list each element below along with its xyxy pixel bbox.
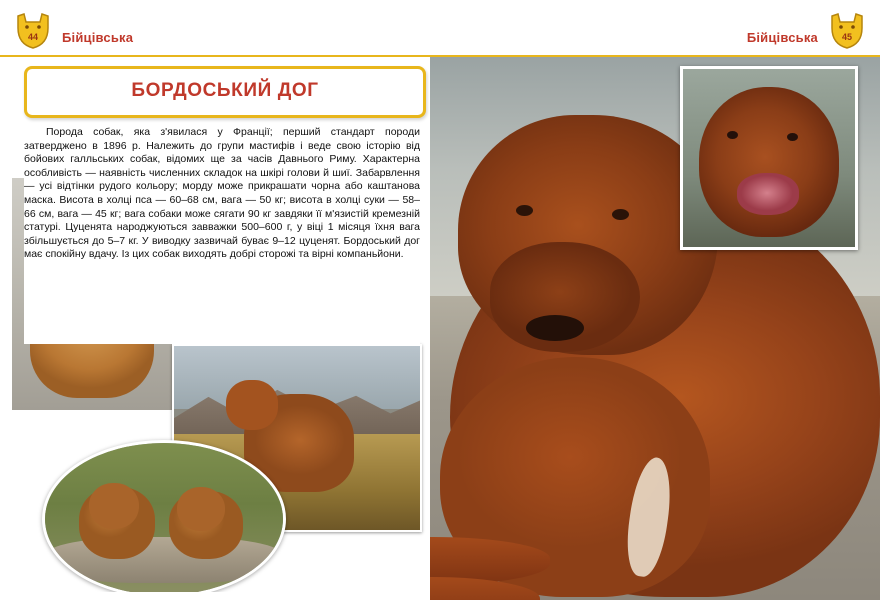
inset-dog-eye-left [727, 131, 738, 139]
dog-head-icon [12, 10, 54, 52]
page-header [0, 0, 880, 56]
article-title-plate [24, 66, 426, 118]
page-number-right: 45 [841, 32, 852, 42]
page-badge-right [826, 10, 868, 52]
header-section-right: Бійцівська [746, 30, 818, 45]
puppy-one-head [89, 483, 139, 529]
dog-eye-right [612, 209, 629, 220]
page-badge-left [12, 10, 54, 52]
dog-eye-left [516, 205, 533, 216]
puppy-two-head [177, 487, 225, 531]
inset-photo [680, 66, 858, 250]
header-divider [0, 55, 880, 57]
dog-head-icon [826, 10, 868, 52]
article-body [24, 122, 420, 344]
inset-dog-mouth [737, 173, 799, 215]
page-title: БОРДОСЬКИЙ ДОГ [131, 80, 319, 101]
inset-dog-eye-right [787, 133, 798, 141]
article-body-text: Порода собак, яка з'явилася у Франції; перший стандарт породи затверджено в 1896 р. Належить до групи мастифів і веде свою історію від бойових галльських собак, відомих ще за часів Давнього Риму. Характерна особливість — наявність численних складок на шкірі голови й шиї. Забарвлення — усі відтінки рудого кольору; морду може прикрашати чорна або каштанова маска. Висота в холці пса — 60–68 см, вага — 50 кг; висота в холці суки — 58–66 см, вага — 45 кг; вага собаки може сягати 90 кг завдяки її м'язистій кремезній статурі. Цуценята народжуються завважки 500–600 г, у віці 1 місяця їхня вага збільшується до 5–7 кг. У виводку зазвичай буває 9–12 цуценят. Бордоський дог має спокійну вдачу. Із цих собак виходять добрі сторожі та вірні компаньйони. [24, 126, 420, 261]
dog-nose [526, 315, 584, 341]
puppies-photo [42, 440, 286, 598]
puppies-log [45, 537, 283, 583]
page-bottom-margin [0, 592, 430, 600]
header-section-left: Бійцівська [62, 30, 134, 45]
mountain-dog-head [226, 380, 278, 430]
page-number-left: 44 [27, 32, 38, 42]
